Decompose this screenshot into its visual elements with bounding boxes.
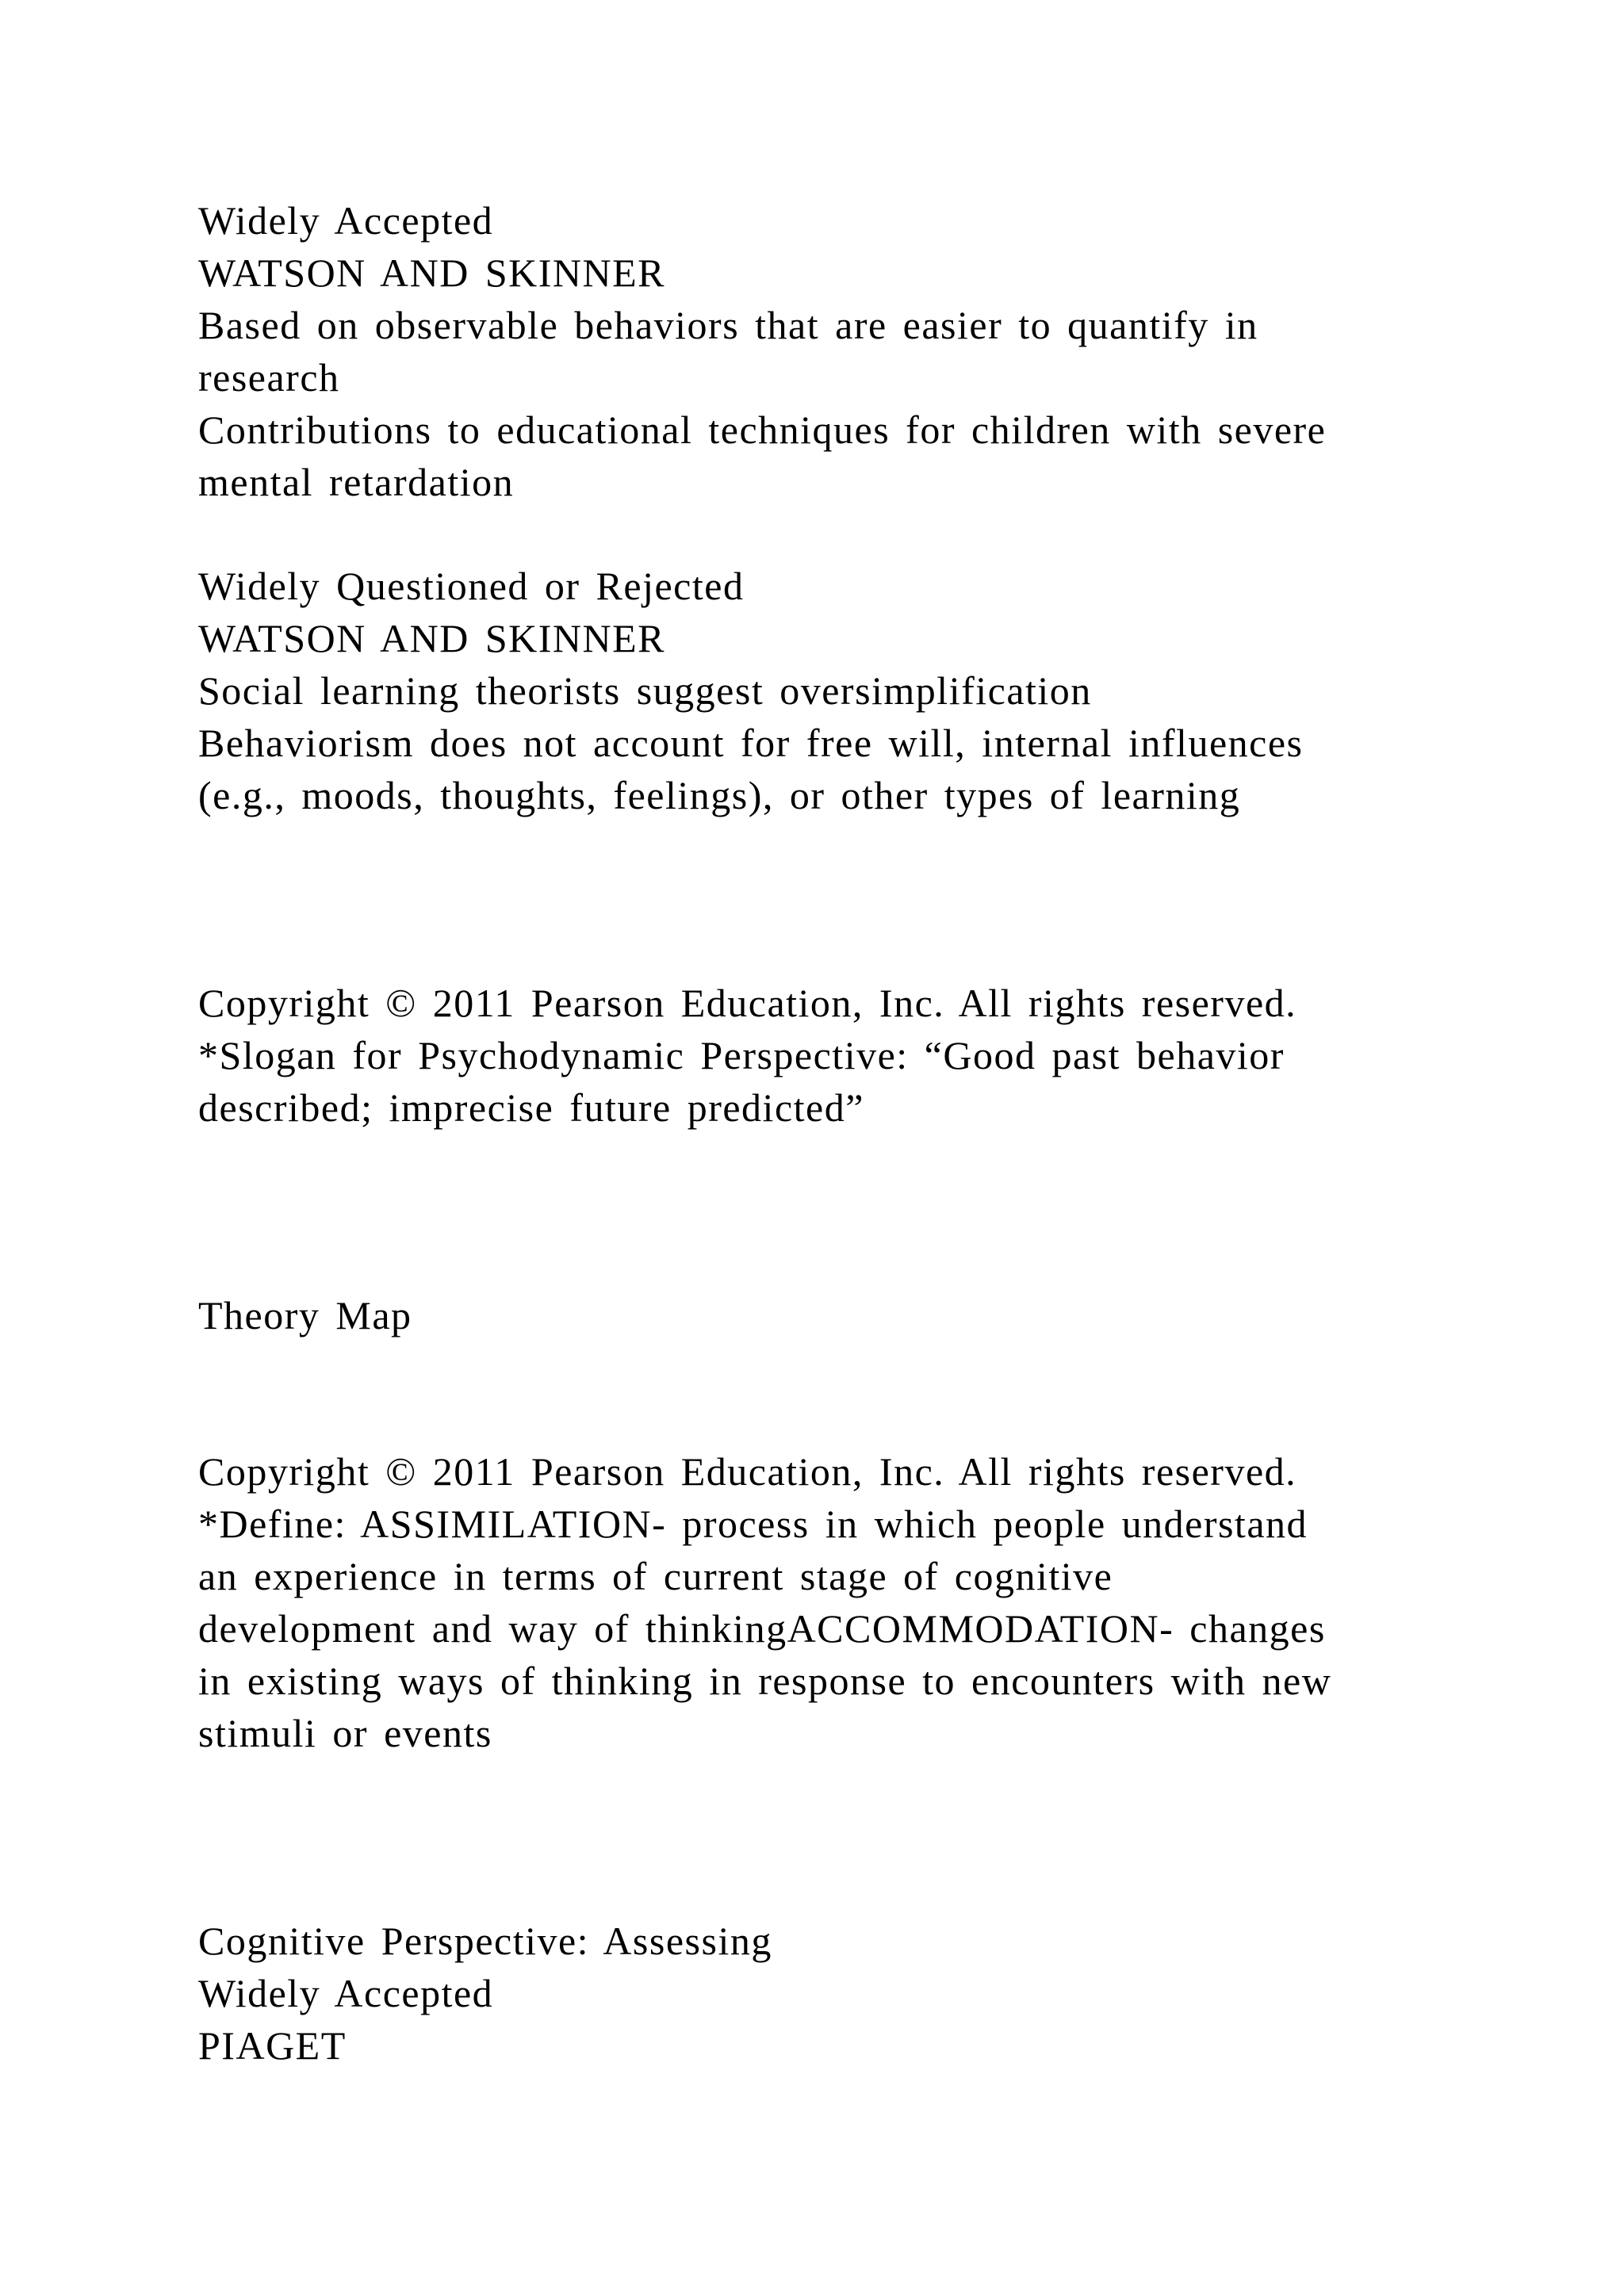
slide-title-cognitive-perspective: Cognitive Perspective: Assessing (198, 1919, 772, 1963)
speaker-note: *Slogan for Psychodynamic Perspective: “Good past behavior (198, 1033, 1285, 1077)
speaker-note: *Define: ASSIMILATION- process in which people understand (198, 1502, 1308, 1546)
text-line: Social learning theorists suggest oversimplification (198, 668, 1092, 713)
slide-title-theory-map: Theory Map (198, 1293, 412, 1337)
copyright-notice: Copyright © 2011 Pearson Education, Inc. All rights reserved. (198, 981, 1297, 1025)
theorist-heading: WATSON AND SKINNER (198, 616, 666, 660)
speaker-note: stimuli or events (198, 1711, 492, 1755)
theorist-heading: PIAGET (198, 2023, 347, 2068)
section-heading-widely-accepted: Widely Accepted (198, 1971, 494, 2015)
section-heading-widely-questioned: Widely Questioned or Rejected (198, 564, 745, 608)
speaker-note: described; imprecise future predicted” (198, 1085, 864, 1130)
text-line: Based on observable behaviors that are easier to quantify in (198, 303, 1258, 347)
text-line: Contributions to educational techniques for children with severe (198, 408, 1327, 452)
speaker-note: an experience in terms of current stage of cognitive (198, 1554, 1113, 1598)
text-line: mental retardation (198, 460, 515, 504)
speaker-note: in existing ways of thinking in response to encounters with new (198, 1659, 1332, 1703)
section-heading-widely-accepted: Widely Accepted (198, 198, 494, 243)
text-line: Behaviorism does not account for free will, internal influences (198, 721, 1304, 765)
copyright-notice: Copyright © 2011 Pearson Education, Inc. All rights reserved. (198, 1449, 1297, 1494)
speaker-note: development and way of thinkingACCOMMODATION- changes (198, 1606, 1326, 1651)
theorist-heading: WATSON AND SKINNER (198, 251, 666, 295)
text-line: research (198, 355, 340, 400)
text-line: (e.g., moods, thoughts, feelings), or other types of learning (198, 773, 1241, 817)
